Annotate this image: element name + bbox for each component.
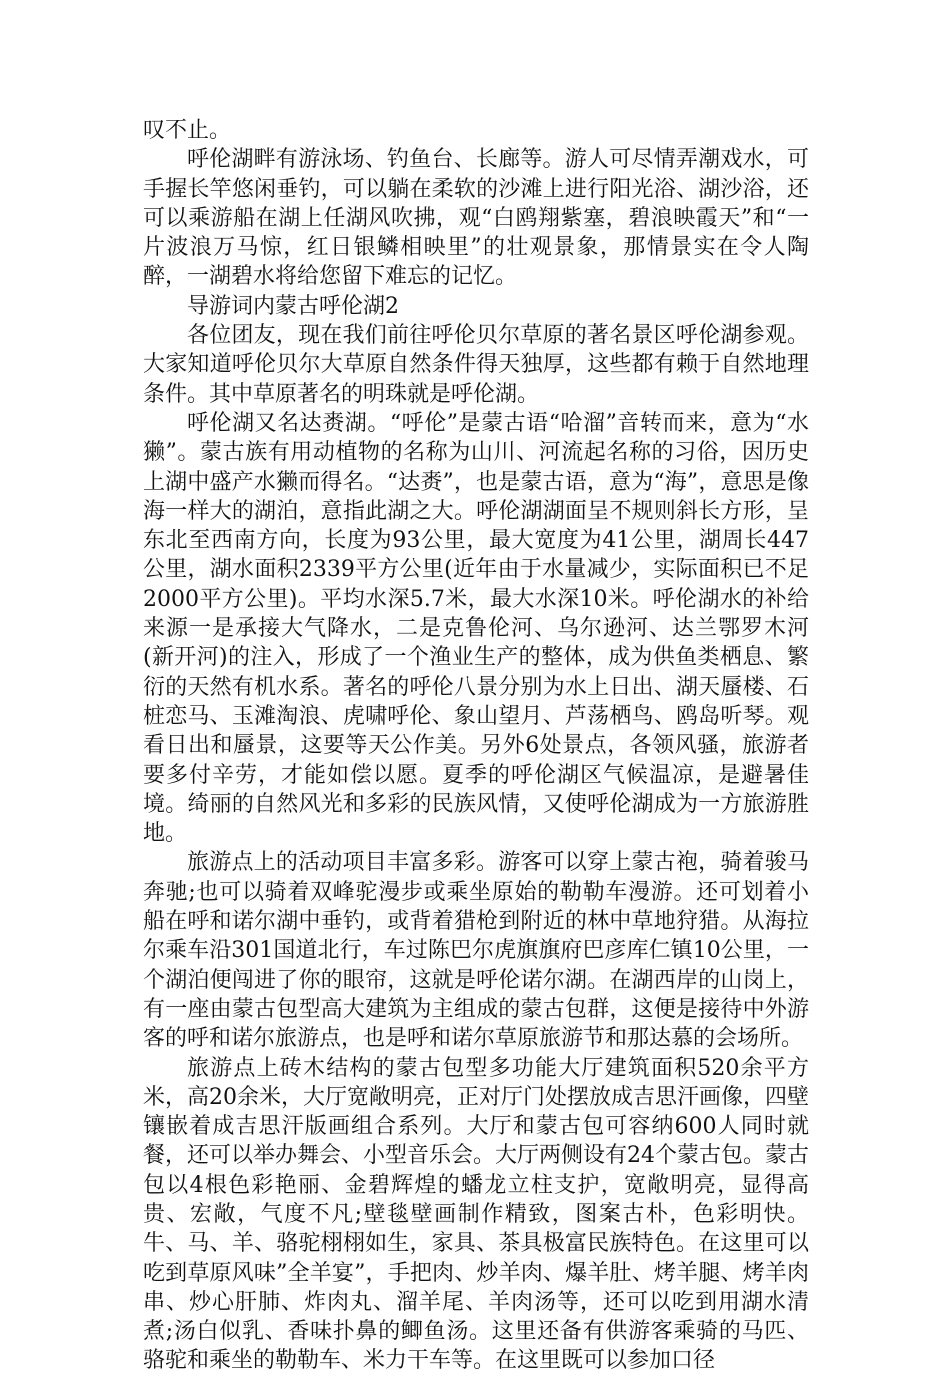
paragraph-hulun-lakeside: 呼伦湖畔有游泳场、钓鱼台、长廊等。游人可尽情弄潮戏水，可手握长竿悠闲垂钓，可以躺在柔软的沙滩上进行阳光浴、湖沙浴，还可以乘游船在湖上任湖风吹拂，观“白鸥翔紫塞，碧浪映霞天”和“一片波浪万马惊，红日银鳞相映里”的壮观景象，那情景实在令人陶醉，一湖碧水将给您留下难忘的记忆。 (143, 147, 809, 290)
paragraph-intro: 各位团友，现在我们前往呼伦贝尔草原的著名景区呼伦湖参观。大家知道呼伦贝尔大草原自然条件得天独厚，这些都有赖于自然地理条件。其中草原著名的明珠就是呼伦湖。 (143, 323, 809, 407)
section-heading: 导游词内蒙古呼伦湖2 (187, 293, 399, 319)
paragraph-continuation: 叹不止。 (143, 118, 232, 143)
paragraph-activities: 旅游点上的活动项目丰富多彩。游客可以穿上蒙古袍，骑着骏马奔驰;也可以骑着双峰驼漫步或乘坐原始的勒勒车漫游。还可划着小船在呼和诺尔湖中垂钓，或背着猎枪到附近的林中草地狩猎。从海拉尔乘车沿301国道北行，车过陈巴尔虎旗旗府巴彦库仁镇10公里，一个湖泊便闯进了你的眼帘，这就是呼伦诺尔湖。在湖西岸的山岗上，有一座由蒙古包型高大建筑为主组成的蒙古包群，这便是接待中外游客的呼和诺尔旅游点，也是呼和诺尔草原旅游节和那达慕的会场所。 (143, 850, 809, 1052)
document-body (143, 116, 809, 1376)
paragraph-hulun-description: 呼伦湖又名达赉湖。“呼伦”是蒙古语“哈溜”音转而来，意为“水獭”。蒙古族有用动植物的名称为山川、河流起名称的习俗，因历史上湖中盛产水獭而得名。“达赉”，也是蒙古语，意为“海”，意思是像海一样大的湖泊，意指此湖之大。呼伦湖湖面呈不规则斜长方形，呈东北至西南方向，长度为93公里，最大宽度为41公里，湖周长447公里，湖水面积2339平方公里(近年由于水量减少，实际面积已不足2000平方公里)。平均水深5.7米，最大水深10米。呼伦湖水的补给来源一是承接大气降水，二是克鲁伦河、乌尔逊河、达兰鄂罗木河(新开河)的注入，形成了一个渔业生产的整体，成为供鱼类栖息、繁衍的天然有机水系。著名的呼伦八景分别为水上日出、湖天蜃楼、石桩恋马、玉滩淘浪、虎啸呼伦、象山望月、芦荡栖鸟、鸥岛听琴。观看日出和蜃景，这要等天公作美。另外6处景点，各领风骚，旅游者要多付辛劳，才能如偿以愿。夏季的呼伦湖区气候温凉，是避暑佳境。绮丽的自然风光和多彩的民族风情，又使呼伦湖成为一方旅游胜地。 (143, 410, 809, 847)
paragraph-yurt-hall: 旅游点上砖木结构的蒙古包型多功能大厅建筑面积520余平方米，高20余米，大厅宽敞明亮，正对厅门处摆放成吉思汗画像，四壁镶嵌着成吉思汗版画组合系列。大厅和蒙古包可容纳600人同时就餐，还可以举办舞会、小型音乐会。大厅两侧设有24个蒙古包。蒙古包以4根色彩艳丽、金碧辉煌的蟠龙立柱支护，宽敞明亮，显得高贵、宏敞，气度不凡;壁毯壁画制作精致，图案古朴，色彩明快。牛、马、羊、骆驼栩栩如生，家具、茶具极富民族特色。在这里可以吃到草原风味”全羊宴”，手把肉、炒羊肉、爆羊肚、烤羊腿、烤羊肉串、炒心肝肺、炸肉丸、溜羊尾、羊肉汤等，还可以吃到用湖水清煮;汤白似乳、香味扑鼻的鲫鱼汤。这里还备有供游客乘骑的马匹、骆驼和乘坐的勒勒车、米力干车等。在这里既可以参加口径 (143, 1055, 809, 1374)
